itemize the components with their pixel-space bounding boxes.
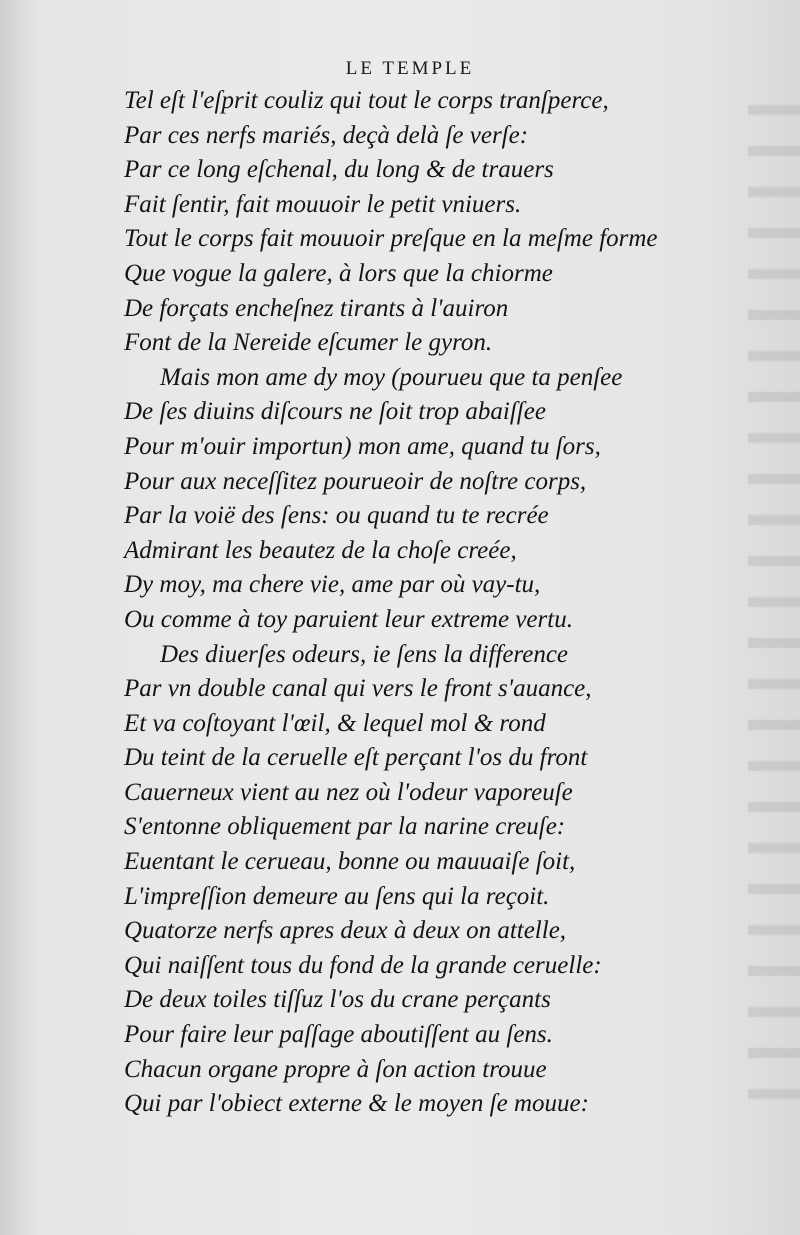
verse-line: Par ces nerfs mariés, deçà delà ſe verſe: — [124, 121, 529, 149]
verse-line: Pour m'ouir importun) mon ame, quand tu ſors, — [124, 432, 601, 460]
verse-line: De forçats encheſnez tirants à l'auiron — [124, 294, 509, 322]
verse-line: Tout le corps fait mouuoir preſque en la meſme forme — [124, 225, 658, 253]
verse-line: Ou comme à toy paruient leur extreme vertu. — [124, 605, 573, 633]
running-head: LE TEMPLE — [345, 58, 475, 79]
verse-line: De deux toiles tiſſuz l'os du crane perçants — [124, 986, 551, 1014]
verse-body — [124, 84, 744, 1122]
verse-line: Mais mon ame dy moy (pourueu que ta penſee — [160, 363, 623, 391]
verse-line: Par vn double canal qui vers le front s'auance, — [124, 675, 592, 703]
verse-line: Dy moy, ma chere vie, ame par où vay-tu, — [124, 571, 541, 599]
verse-line: Par ce long eſchenal, du long & de trauers — [124, 156, 554, 184]
verse-line: S'entonne obliquement par la narine creuſe: — [124, 813, 566, 841]
verse-line: Tel eſt l'eſprit couliz qui tout le corps tranſperce, — [124, 87, 609, 114]
verse-line: L'impreſſion demeure au ſens qui la reçoit. — [124, 882, 550, 910]
verse-line: Qui naiſſent tous du fond de la grande ceruelle: — [124, 951, 602, 979]
verse-line: Par la voië des ſens: ou quand tu te recrée — [124, 502, 549, 530]
verse-line: De ſes diuins diſcours ne ſoit trop abaiſſee — [124, 398, 546, 426]
verse-line: Et va coſtoyant l'œil, & lequel mol & rond — [124, 709, 546, 737]
verse-line: Des diuerſes odeurs, ie ſens la difference — [160, 640, 569, 668]
verse-line: Admirant les beautez de la choſe creée, — [124, 536, 517, 564]
verse-line: Que vogue la galere, à lors que la chiorme — [124, 259, 553, 287]
verse-line: Euentant le cerueau, bonne ou mauuaiſe ſoit, — [124, 848, 576, 876]
verse-line: Cauerneux vient au nez où l'odeur vaporeuſe — [124, 778, 573, 806]
verse-line: Fait ſentir, fait mouuoir le petit vniuers. — [124, 190, 522, 218]
show-through-bleed — [748, 80, 800, 1120]
verse-line: Chacun organe propre à ſon action trouue — [124, 1055, 547, 1083]
verse-line: Qui par l'obiect externe & le moyen ſe mouue: — [124, 1090, 589, 1118]
verse-line: Du teint de la ceruelle eſt perçant l'os du front — [124, 744, 588, 772]
verse-line: Quatorze nerfs apres deux à deux on attelle, — [124, 917, 567, 945]
verse-line: Font de la Nereide eſcumer le gyron. — [124, 329, 493, 357]
verse-line: Pour aux neceſſitez pourueoir de noſtre corps, — [124, 467, 587, 495]
verse-line: Pour faire leur paſſage aboutiſſent au ſens. — [124, 1021, 553, 1049]
